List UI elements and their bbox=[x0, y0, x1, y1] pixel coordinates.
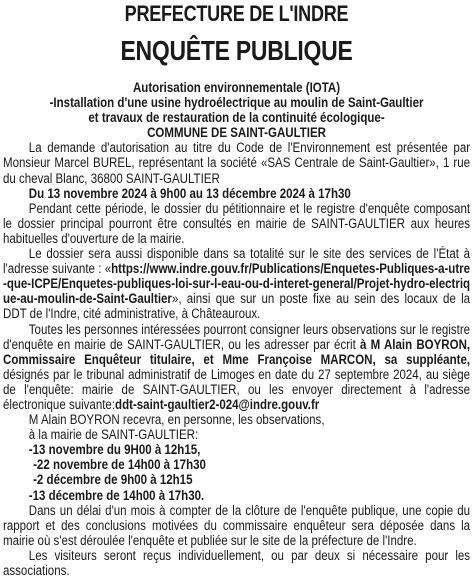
permanences-intro-1: M Alain BOYRON recevra, en personne, les observations, bbox=[28, 412, 325, 428]
intro-paragraph: La demande d'autorisation au titre du Code de l'Environnement est présentée par Monsieur Marcel BUREL, représentant la société «SAS Centrale de Saint-Gaultier», 1 rue du cheval Blanc, 36800 SAINT-GAULTIER bbox=[3, 140, 471, 186]
dossier-url-link[interactable]: https://www.indre.gouv.fr/Publications/Enquetes-Publiques-a-utre-que-ICPE/Enquetes-publiques-loi-sur-l-eau-ou-d-interet-general/Projet-hydro-electrique-au-moulin-de-Saint-Gaultier bbox=[3, 261, 471, 307]
subject-line-1: Autorisation environnementale (IOTA) bbox=[132, 80, 341, 95]
notice-page bbox=[0, 2, 473, 585]
permanences-block bbox=[3, 412, 470, 503]
subject-line-2: -Installation d'une usine hydroélectrique au moulin de Saint-Gaultier bbox=[49, 95, 424, 111]
online-paragraph bbox=[3, 246, 470, 321]
visitors-paragraph: Les visiteurs seront reçus individuellement, ou par deux si nécessaire pour les associations. bbox=[3, 547, 471, 578]
report-paragraph: Dans un délai d'un mois à compter de la clôture de l'enquête publique, une copie du rapport et des conclusions motivées du commissaire enquêteur sera déposée dans la mairie où s'est déroulée l'enquête et publiée sur le site de la préfecture de l'Indre. bbox=[3, 502, 471, 548]
prefecture-heading: PREFECTURE DE L'INDRE bbox=[124, 1, 349, 26]
online-text-after: », ainsi que sur un poste fixe au sein des locaux de la DDT de l'Indre, cité administrative, à Châteauroux. bbox=[3, 291, 471, 322]
permanence-item: -2 décembre de 9h00 à 12h15 bbox=[33, 472, 193, 488]
enquiry-dates: Du 13 novembre 2024 à 9h00 au 13 décembre 2024 à 17h30 bbox=[28, 185, 351, 201]
observations-paragraph bbox=[3, 322, 470, 413]
subject-line-3: et travaux de restauration de la continuité écologique- bbox=[88, 110, 385, 126]
subject-block bbox=[3, 80, 470, 140]
observations-text-before: Toutes les personnes intéressées pourront consigner leurs observations sur le registre d'enquête en mairie de SAINT-GAULTIER, ou les adresser par écrit bbox=[3, 321, 471, 352]
subject-line-4: COMMUNE DE SAINT-GAULTIER bbox=[147, 125, 326, 141]
observations-text-after: désignés par le tribunal administratif de Limoges en date du 27 septembre 2024, au siège de l'enquête: mairie de SAINT-GAULTIER, bbox=[3, 366, 471, 397]
online-text-before: Le dossier sera aussi disponible dans sa totalité sur le site des services de l'État à l'adresse suivante : « bbox=[3, 246, 471, 277]
dossier-paragraph: Pendant cette période, le dossier du pétitionnaire et le registre d'enquête composant le dossier principal pourront être consultés en mairie de SAINT-GAULTIER aux heures habituelles d'ouverture de la mairie. bbox=[3, 200, 471, 246]
permanence-item: -13 décembre de 14h00 à 17h30. bbox=[28, 487, 205, 503]
permanence-item: -13 novembre du 9H00 à 12h15, bbox=[28, 442, 201, 458]
permanences-intro-2: à la mairie de SAINT-GAULTIER: bbox=[28, 427, 199, 443]
email-text-before: ou les envoyer directement à l'adresse électronique suivante: bbox=[3, 381, 471, 412]
permanence-item: -22 novembre de 14h00 à 17h30 bbox=[33, 457, 206, 473]
email-address-link[interactable]: ddt-saint-gaultier2-024@indre.gouv.fr bbox=[115, 396, 320, 412]
commissioners-names: à M Alain BOYRON, Commissaire Enquêteur titulaire, et Mme Françoise MARCON, sa suppléante, bbox=[3, 336, 471, 367]
notice-title: ENQUÊTE PUBLIQUE bbox=[120, 35, 353, 66]
notice-body bbox=[3, 80, 470, 578]
